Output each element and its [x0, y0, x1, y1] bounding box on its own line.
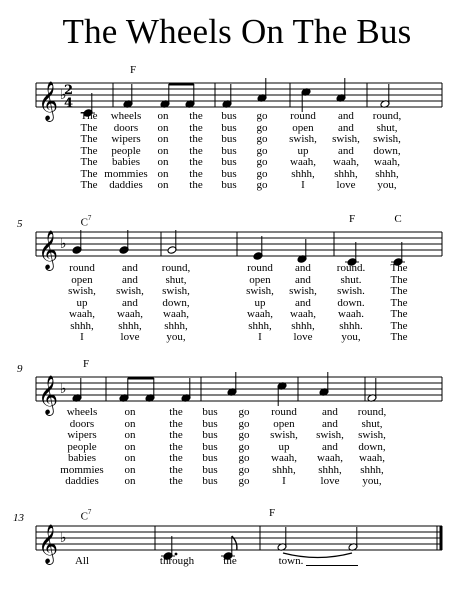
lyric-word: and [122, 262, 138, 274]
lyric-word: The [390, 273, 408, 286]
lyric-word: and [338, 144, 354, 157]
lyric-word: The [390, 285, 408, 297]
measure-number: 13 [13, 512, 24, 524]
lyric-word: I [258, 331, 262, 343]
lyric-word: The [390, 331, 408, 343]
flat-sign-icon: ♭ [60, 87, 67, 103]
lyric-word: bus [221, 179, 237, 191]
lyric-word: shhh, [375, 167, 399, 180]
lyric-word: wheels [110, 110, 142, 122]
lyric-word: go [256, 110, 268, 122]
lyric-word: waah, [117, 308, 143, 320]
lyric-word: daddies [65, 475, 99, 487]
lyric-word: love [120, 331, 140, 343]
lyric-word: round, [357, 406, 387, 418]
lyric-word: the [169, 463, 183, 476]
staff-system [0, 508, 474, 568]
lyric-word: on [157, 121, 169, 134]
lyric-word: and [322, 406, 338, 418]
lyric-word: shhh, [291, 319, 315, 332]
lyric-word: open [71, 273, 93, 286]
chord-symbol: F [82, 358, 90, 370]
lyric-word: swish, [289, 133, 317, 145]
lyric-word: shut, [376, 121, 398, 134]
lyric-word: go [238, 452, 250, 464]
lyric-word: up [254, 296, 266, 309]
lyric-word: bus [221, 167, 237, 180]
chord-symbol: $C^7$ [80, 214, 92, 229]
lyric-word: swish, [246, 285, 274, 297]
lyric-word: wipers [111, 133, 141, 145]
lyric-word: round [290, 110, 316, 122]
lyric-word: go [238, 417, 250, 430]
lyric-word: the [169, 429, 183, 441]
lyric-word: swish. [337, 285, 365, 297]
lyric-word: shut, [165, 273, 187, 286]
lyric-word: on [124, 417, 136, 430]
lyric-word: the [169, 417, 183, 430]
treble-clef-icon: 𝄞 [38, 375, 59, 415]
lyric-word: the [189, 179, 203, 191]
lyric-word: the [223, 555, 237, 567]
lyric-word: waah, [359, 452, 385, 464]
lyric-word: up [297, 144, 309, 157]
lyric-word: love [336, 179, 356, 191]
lyric-word: the [169, 452, 183, 464]
lyric-word: and [295, 262, 311, 274]
lyric-word: waah. [338, 308, 364, 320]
time-signature-top: 2 [64, 83, 74, 98]
lyric-word: bus [202, 417, 218, 430]
lyric-word: wipers [67, 429, 97, 441]
lyric-word: The [390, 262, 408, 274]
lyric-word: down. [337, 296, 365, 309]
lyric-word: I [80, 331, 84, 343]
lyric-word: bus [221, 121, 237, 134]
lyric-word: the [189, 156, 203, 168]
lyric-word: bus [221, 144, 237, 157]
lyric-word: wheels [66, 406, 98, 418]
lyric-word: The [80, 167, 98, 180]
lyric-word: and [295, 296, 311, 309]
lyric-word: on [124, 463, 136, 476]
lyric-word: down, [373, 144, 401, 157]
lyric-word: the [189, 133, 203, 145]
chord-symbol: C [394, 213, 402, 225]
flat-sign-icon: ♭ [60, 530, 67, 546]
lyric-word: round [69, 262, 95, 274]
lyric-word: and [338, 110, 354, 122]
lyric-word: shhh, [272, 463, 296, 476]
lyric-word: swish, [68, 285, 96, 297]
lyric-word: waah, [290, 156, 316, 168]
lyric-word: go [256, 144, 268, 157]
lyric-word: and [322, 440, 338, 453]
lyric-word: and [322, 417, 338, 430]
lyric-word: round [247, 262, 273, 274]
lyric-word: go [256, 133, 268, 145]
lyric-word: bus [221, 110, 237, 122]
lyric-word: shut, [361, 417, 383, 430]
lyric-word: on [157, 156, 169, 168]
lyric-word: bus [202, 429, 218, 441]
lyric-word: bus [202, 463, 218, 476]
lyric-word: go [238, 475, 250, 487]
lyric-word: swish, [270, 429, 298, 441]
lyric-word: shhh, [291, 167, 315, 180]
lyric-word: swish, [162, 285, 190, 297]
lyric-word: babies [67, 452, 97, 464]
lyric-word: up [76, 296, 88, 309]
flat-sign-icon: ♭ [60, 236, 67, 252]
lyric-word: The [80, 121, 98, 134]
chord-symbol: F [129, 64, 137, 76]
measure-number: 9 [17, 363, 23, 375]
lyric-word: swish, [116, 285, 144, 297]
final-barline [440, 526, 443, 550]
lyric-word: The [80, 144, 98, 157]
lyric-word: mommies [104, 167, 148, 180]
lyric-word: on [157, 110, 169, 122]
lyric-word: open [273, 417, 295, 430]
lyric-extender-line [306, 565, 358, 566]
lyric-word: I [282, 475, 286, 487]
lyric-word: town. [278, 555, 304, 567]
lyric-word: babies [111, 156, 141, 168]
lyric-word: shhh, [334, 167, 358, 180]
lyric-word: on [124, 475, 136, 487]
lyric-word: the [189, 167, 203, 180]
lyric-word: The [80, 156, 98, 168]
lyric-word: on [157, 144, 169, 157]
lyric-word: you, [377, 179, 397, 191]
lyric-word: love [320, 475, 340, 487]
lyric-word: on [157, 133, 169, 145]
chord-symbol: $C^7$ [80, 508, 92, 523]
lyric-word: The [80, 179, 98, 191]
lyric-word: waah, [290, 308, 316, 320]
treble-clef-icon: 𝄞 [38, 81, 59, 121]
chord-symbol: F [268, 507, 276, 519]
lyric-word: bus [202, 440, 218, 453]
lyric-word: bus [202, 406, 218, 418]
lyric-word: go [256, 156, 268, 168]
lyric-word: All [74, 555, 90, 567]
lyric-word: you, [166, 331, 186, 343]
lyric-word: waah, [271, 452, 297, 464]
lyric-word: and [338, 121, 354, 134]
lyric-word: the [169, 475, 183, 487]
lyric-word: on [124, 452, 136, 464]
lyric-word: on [157, 179, 169, 191]
lyric-word: open [249, 273, 271, 286]
lyric-word: waah, [163, 308, 189, 320]
lyric-word: shhh. [339, 319, 363, 332]
lyric-word: shut. [340, 273, 362, 286]
song-title: The Wheels On The Bus [62, 12, 412, 51]
lyric-word: doors [113, 121, 139, 134]
lyric-word: down, [358, 440, 386, 453]
lyric-word: go [256, 179, 268, 191]
lyric-word: waah, [333, 156, 359, 168]
lyric-word: the [189, 121, 203, 134]
chord-symbol: F [348, 213, 356, 225]
lyric-word: and [122, 296, 138, 309]
lyric-word: waah, [317, 452, 343, 464]
lyric-word: go [256, 167, 268, 180]
lyric-word: on [124, 440, 136, 453]
lyric-word: up [278, 440, 290, 453]
lyric-word: swish, [289, 285, 317, 297]
lyric-word: on [157, 167, 169, 180]
lyric-word: bus [202, 475, 218, 487]
lyric-word: waah, [374, 156, 400, 168]
lyric-word: people [67, 440, 97, 453]
lyric-word: shhh, [70, 319, 94, 332]
lyric-word: go [256, 121, 268, 134]
lyric-word: bus [202, 452, 218, 464]
lyric-word: you, [341, 331, 361, 343]
lyric-word: waah, [247, 308, 273, 320]
lyric-word: waah, [69, 308, 95, 320]
lyric-word: people [111, 144, 141, 157]
lyric-word: mommies [60, 463, 104, 476]
lyric-word: down, [162, 296, 190, 309]
lyric-word: The [390, 308, 408, 320]
treble-clef-icon: 𝄞 [38, 230, 59, 270]
lyric-word: the [189, 144, 203, 157]
lyric-word: swish, [332, 133, 360, 145]
lyric-word: on [124, 406, 136, 418]
lyric-word: shhh, [318, 463, 342, 476]
lyric-word: swish, [316, 429, 344, 441]
lyric-word: The [80, 110, 98, 122]
lyric-word: The [390, 296, 408, 309]
lyric-word: round [271, 406, 297, 418]
lyric-word: and [295, 273, 311, 286]
flat-sign-icon: ♭ [60, 381, 67, 397]
lyric-word: round, [372, 110, 402, 122]
lyric-word: bus [221, 133, 237, 145]
lyric-word: daddies [109, 179, 143, 191]
lyric-word: the [189, 110, 203, 122]
lyric-word: the [169, 406, 183, 418]
lyric-word: go [238, 440, 250, 453]
lyric-word: doors [69, 417, 95, 430]
lyric-word: you, [362, 475, 382, 487]
lyric-word: I [301, 179, 305, 191]
measure-number: 5 [17, 218, 23, 230]
lyric-word: go [238, 406, 250, 418]
lyric-word: The [80, 133, 98, 145]
lyric-word: swish, [373, 133, 401, 145]
lyric-word: shhh, [164, 319, 188, 332]
time-signature-bottom: 4 [64, 96, 74, 111]
treble-clef-icon: 𝄞 [38, 524, 59, 564]
staff-system [0, 65, 474, 125]
lyric-word: through [159, 555, 195, 567]
lyric-word: open [292, 121, 314, 134]
lyric-word: shhh, [248, 319, 272, 332]
lyric-word: round. [336, 262, 366, 274]
lyric-word: and [122, 273, 138, 286]
lyric-word: bus [221, 156, 237, 168]
lyric-word: shhh, [360, 463, 384, 476]
lyric-word: The [390, 319, 408, 332]
lyric-word: shhh, [118, 319, 142, 332]
lyric-word: go [238, 463, 250, 476]
lyric-word: go [238, 429, 250, 441]
lyric-word: round, [161, 262, 191, 274]
lyric-word: on [124, 429, 136, 441]
lyric-word: the [169, 440, 183, 453]
lyric-word: love [293, 331, 313, 343]
lyric-word: swish, [358, 429, 386, 441]
